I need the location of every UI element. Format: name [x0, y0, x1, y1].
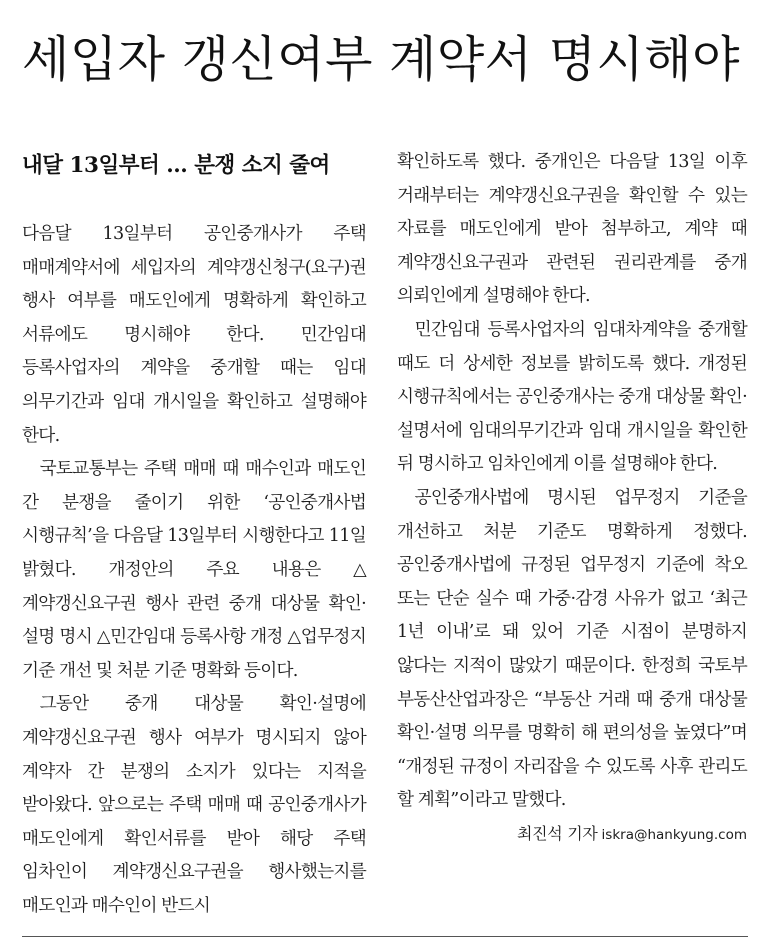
article-byline	[397, 820, 747, 849]
reporter-name: 최진석 기자	[516, 823, 598, 843]
article-paragraph-2: 국토교통부는 주택 매매 때 매수인과 매도인 간 분쟁을 줄이기 위한 ‘공인중개사법 시행규칙’을 다음달 13일부터 시행한다고 11일 밝혔다. 개정안의 주요 내용은 △계약갱신요구권 행사 관련 중개 대상물 확인·설명 명시 △민간임대 등록사항 개정 △업무정지 기준 개선 및 처분 기준 명확화 등이다.	[22, 459, 366, 681]
article-column-left	[22, 146, 366, 923]
article-paragraph-1: 다음달 13일부터 공인중개사가 주택 매매계약서에 세입자의 계약갱신청구(요구)권 행사 여부를 매도인에게 명확하게 확인하고 서류에도 명시해야 한다. 민간임대 등록사업자의 계약을 중개할 때는 임대 의무기간과 임대 개시일을 확인하고 설명해야 한다.	[22, 224, 366, 446]
bottom-divider	[22, 936, 748, 937]
article-paragraph-5: 공인중개사법에 명시된 업무정지 기준을 개선하고 처분 기준도 명확하게 정했다. 공인중개사법에 규정된 업무정지 기준에 착오 또는 단순 실수 때 가중·감경 사유가 없고 ‘최근 1년 이내’로 돼 있어 기준 시점이 분명하지 않다는 지적이 많았기 때문이다. 한정희 국토부 부동산산업과장은 “부동산 거래 때 중개 대상물 확인·설명 의무를 명확히 해 편의성을 높였다”며 “개정된 규정이 자리잡을 수 있도록 사후 관리도 할 계획”이라고 말했다.	[397, 487, 747, 811]
reporter-email: iskra@hankyung.com	[601, 826, 747, 843]
article-paragraph-3-part-1: 그동안 중개 대상물 확인·설명에 계약갱신요구권 행사 여부가 명시되지 않아 계약자 간 분쟁의 소지가 있다는 지적을 받아왔다. 앞으로는 주택 매매 때 공인중개사가 매도인에게 확인서류를 받아 해당 주택 임차인이 계약갱신요구권을 행사했는지를 매도인과 매수인이 반드시	[22, 694, 366, 916]
article-paragraph-3-part-2: 확인하도록 했다. 중개인은 다음달 13일 이후 거래부터는 계약갱신요구권을 확인할 수 있는 자료를 매도인에게 받아 첨부하고, 계약 때 계약갱신요구권과 관련된 권리관계를 중개 의뢰인에게 설명해야 한다.	[397, 152, 747, 307]
article-column-right	[397, 146, 747, 849]
article-headline: 세입자 갱신여부 계약서 명시해야	[22, 31, 740, 88]
article-paragraph-4: 민간임대 등록사업자의 임대차계약을 중개할 때도 더 상세한 정보를 밝히도록 했다. 개정된 시행규칙에서는 공인중개사는 중개 대상물 확인·설명서에 임대의무기간과 임대 개시일을 확인한 뒤 명시하고 임차인에게 이를 설명해야 한다.	[397, 319, 747, 475]
article-subheadline: 내달 13일부터 … 분쟁 소지 줄여	[22, 153, 330, 178]
